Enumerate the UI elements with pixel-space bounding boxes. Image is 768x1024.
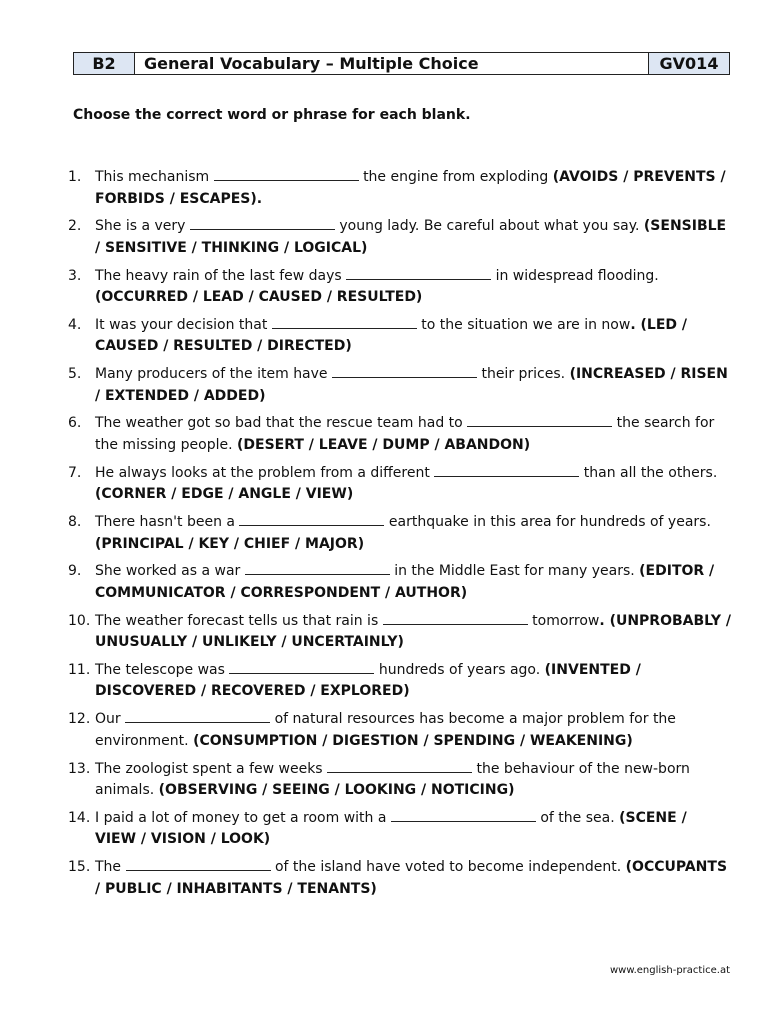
question-item: [68, 315, 732, 358]
question-text-after: the behaviour of the new-born animals.: [95, 760, 690, 799]
question-number: 8.: [68, 514, 82, 531]
answer-blank[interactable]: [383, 611, 528, 625]
question-text-after: the engine from exploding: [363, 169, 549, 185]
answer-blank[interactable]: [190, 216, 335, 230]
answer-options: (EDITOR / COMMUNICATOR / CORRESPONDENT / AUTHOR): [95, 563, 715, 601]
question-text-after: hundreds of years ago.: [378, 661, 541, 678]
footer-url[interactable]: www.english-practice.at: [609, 965, 730, 976]
question-text: [95, 561, 732, 604]
question-text: [95, 167, 732, 210]
question-text-after: the search for the missing people.: [95, 415, 715, 453]
question-item: [68, 857, 732, 900]
question-text: [95, 364, 732, 407]
question-item: [68, 413, 732, 456]
question-text: [95, 611, 732, 654]
worksheet-header: [73, 52, 730, 75]
worksheet-code: GV014: [649, 53, 729, 74]
question-item: [68, 759, 732, 802]
question-text-after: tomorrow: [532, 612, 600, 629]
question-text: [95, 808, 732, 851]
answer-options: (OCCURRED / LEAD / CAUSED / RESULTED): [95, 289, 423, 306]
question-item: [68, 611, 732, 654]
level-cell: B2: [74, 53, 135, 74]
question-text: [95, 413, 732, 456]
question-number: 15.: [68, 859, 91, 876]
answer-blank[interactable]: [239, 512, 384, 526]
answer-blank[interactable]: [327, 759, 472, 773]
question-text-after: than all the others.: [583, 464, 718, 481]
question-text: [95, 857, 732, 900]
question-text: [95, 216, 732, 259]
answer-options: (AVOIDS / PREVENTS / FORBIDS / ESCAPES).: [95, 169, 726, 207]
answer-blank[interactable]: [126, 857, 271, 871]
question-text-before: He always looks at the problem from a different: [95, 464, 430, 481]
question-text: [95, 759, 732, 802]
question-number: 12.: [68, 711, 91, 728]
answer-options: (OCCUPANTS / PUBLIC / INHABITANTS / TENANTS): [95, 859, 728, 897]
answer-options: (SCENE / VIEW / VISION / LOOK): [95, 809, 687, 848]
question-text-before: The weather got so bad that the rescue team had to: [95, 415, 463, 432]
instructions: Choose the correct word or phrase for each blank.: [73, 107, 471, 123]
question-text-before: She worked as a war: [95, 563, 241, 580]
question-number: 1.: [68, 169, 82, 185]
question-number: 11.: [68, 661, 91, 678]
question-text-before: Many producers of the item have: [95, 366, 328, 383]
question-text-after: young lady. Be careful about what you say.: [339, 218, 640, 235]
question-text-before: The heavy rain of the last few days: [95, 267, 342, 284]
question-text: [95, 463, 732, 506]
question-item: [68, 709, 732, 752]
answer-options: (CORNER / EDGE / ANGLE / VIEW): [95, 486, 354, 503]
question-number: 6.: [68, 415, 82, 432]
question-text-before: I paid a lot of money to get a room with a: [95, 809, 387, 826]
question-text-before: The telescope was: [95, 661, 225, 678]
question-number: 3.: [68, 267, 82, 284]
answer-blank[interactable]: [272, 315, 417, 329]
question-text-before: The weather forecast tells us that rain is: [95, 612, 379, 629]
question-text-before: There hasn't been a: [95, 514, 235, 531]
question-text: [95, 660, 732, 703]
question-text-before: She is a very: [95, 218, 186, 235]
question-text-after: earthquake in this area for hundreds of years.: [388, 514, 711, 531]
answer-options: (INVENTED / DISCOVERED / RECOVERED / EXPLORED): [95, 661, 641, 700]
question-number: 9.: [68, 563, 82, 580]
question-item: [68, 364, 732, 407]
answer-blank[interactable]: [332, 364, 477, 378]
question-text: [95, 512, 732, 555]
question-number: 2.: [68, 218, 82, 235]
answer-options: (INCREASED / RISEN / EXTENDED / ADDED): [95, 366, 728, 404]
answer-options: (SENSIBLE / SENSITIVE / THINKING / LOGICAL): [95, 218, 727, 256]
question-text-after: of the sea.: [540, 809, 615, 826]
question-number: 7.: [68, 464, 82, 481]
question-item: [68, 216, 732, 259]
question-text-after: of natural resources has become a major problem for the environment.: [95, 711, 676, 749]
answer-blank[interactable]: [125, 709, 270, 723]
answer-options: . (UNPROBABLY / UNUSUALLY / UNLIKELY / UNCERTAINLY): [95, 612, 732, 651]
answer-blank[interactable]: [245, 561, 390, 575]
answer-blank[interactable]: [391, 808, 536, 822]
worksheet-title: General Vocabulary – Multiple Choice: [135, 53, 649, 74]
question-text: [95, 266, 732, 309]
question-number: 4.: [68, 316, 82, 333]
question-item: [68, 512, 732, 555]
answer-options: . (LED / CAUSED / RESULTED / DIRECTED): [95, 316, 687, 355]
question-text-after: in the Middle East for many years.: [394, 563, 635, 580]
question-text-after: of the island have voted to become independent.: [274, 859, 622, 876]
question-number: 13.: [68, 760, 91, 777]
answer-blank[interactable]: [229, 660, 374, 674]
question-text-before: The: [95, 859, 122, 876]
answer-blank[interactable]: [467, 413, 612, 427]
question-text-before: It was your decision that: [95, 316, 268, 333]
question-text-before: Our: [95, 711, 121, 728]
answer-blank[interactable]: [214, 167, 359, 181]
answer-blank[interactable]: [434, 463, 579, 477]
answer-blank[interactable]: [346, 266, 491, 280]
question-item: [68, 463, 732, 506]
answer-options: (DESERT / LEAVE / DUMP / ABANDON): [237, 436, 531, 453]
question-text-after: in widespread flooding.: [495, 267, 659, 284]
question-item: [68, 660, 732, 703]
question-text-after: to the situation we are in now: [421, 316, 631, 333]
question-item: [68, 808, 732, 851]
question-text: [95, 709, 732, 752]
question-item: [68, 167, 732, 210]
answer-options: (CONSUMPTION / DIGESTION / SPENDING / WEAKENING): [193, 732, 633, 749]
question-list: [68, 167, 732, 906]
answer-options: (OBSERVING / SEEING / LOOKING / NOTICING): [158, 782, 515, 799]
question-item: [68, 266, 732, 309]
question-number: 14.: [68, 809, 91, 826]
question-text: [95, 315, 732, 358]
question-item: [68, 561, 732, 604]
question-number: 5.: [68, 366, 82, 383]
question-text-before: This mechanism: [95, 169, 210, 185]
answer-options: (PRINCIPAL / KEY / CHIEF / MAJOR): [95, 535, 365, 552]
question-text-after: their prices.: [481, 366, 566, 383]
question-number: 10.: [68, 612, 91, 629]
question-text-before: The zoologist spent a few weeks: [95, 760, 323, 777]
